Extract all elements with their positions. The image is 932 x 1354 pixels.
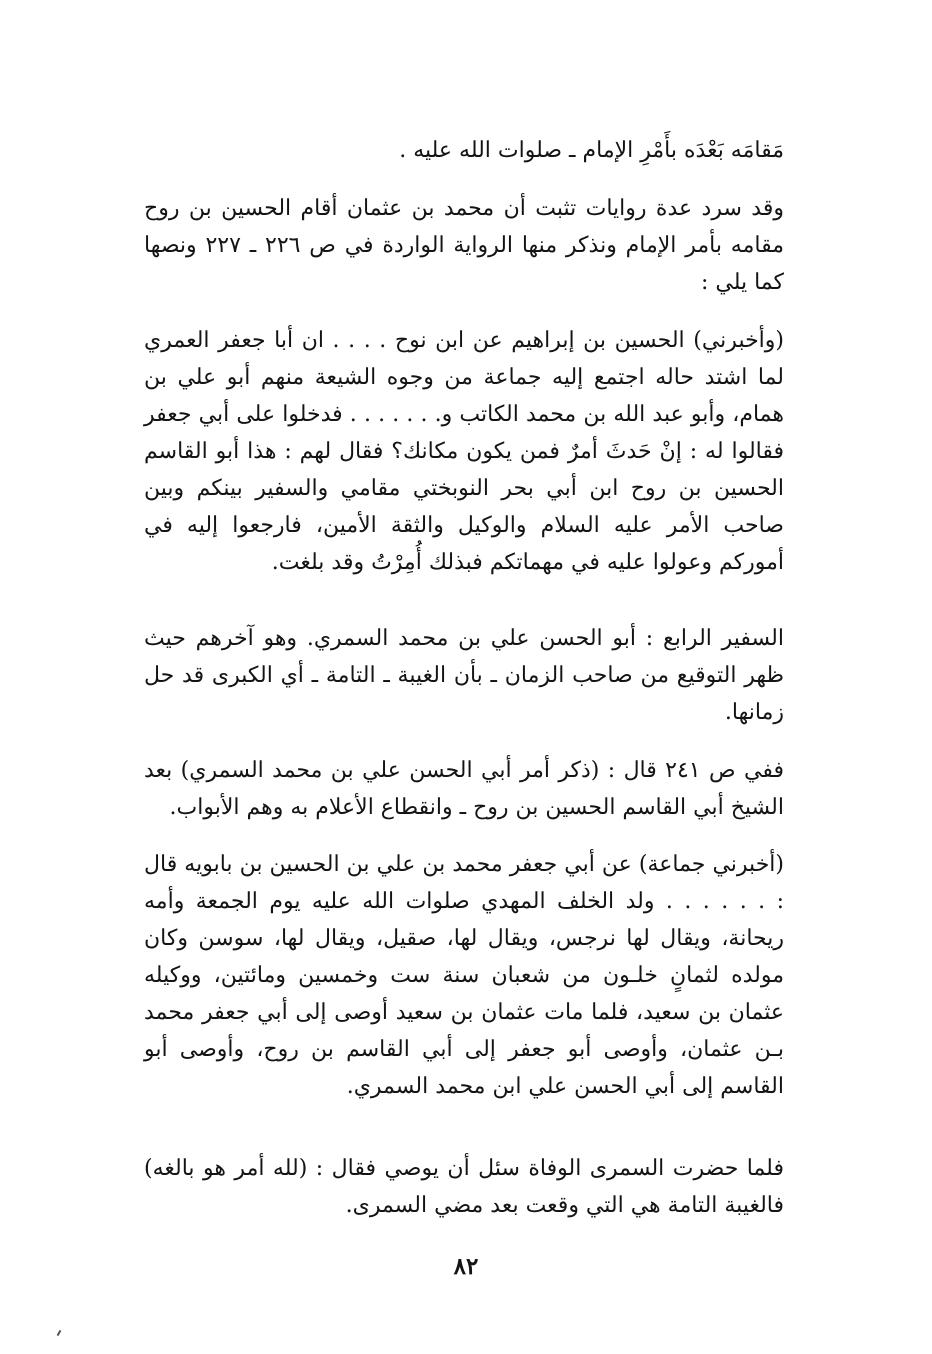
- paragraph-3: (وأخبرني) الحسين بن إبراهيم عن ابن نوح . . . . ان أبا جعفر العمري لما اشتد حاله اجتمع إليه جماعة من وجوه الشيعة منهم أبو علي بن همام، وأبو عبد الله بن محمد الكاتب و. . . . . . . فدخلوا على أبي جعفر فقالوا له : إنْ حَدثَ أمرٌ فمن يكون مكانك؟ فقال لهم : هذا أبو القاسم الحسين بن روح ابن أبي بحر النوبختي مقامي والسفير بينكم وبين صاحب الأمر عليه السلام والوكيل والثقة الأمين، فارجعوا إليه في أموركم وعولوا عليه في مهماتكم فبذلك أُمِرْتُ وقد بلغت.: [144, 328, 784, 575]
- paragraph-7: فلما حضرت السمرى الوفاة سئل أن يوصي فقال : (لله أمر هو بالغه) فالغيبة التامة هي التي وقعت بعد مضي السمرى.: [144, 1156, 784, 1218]
- page-number: ٨٢: [453, 1253, 479, 1280]
- paragraph-6: (أخبرني جماعة) عن أبي جعفر محمد بن علي بن الحسين بن بابويه قال : . . . . . . ولد الخلف المهدي صلوات الله عليه يوم الجمعة وأمه ريحانة، ويقال لها نرجس، ويقال لها، صقيل، ويقال لها، سوسن وكان مولده لثمانٍ خلـون من شعبان سنة ست وخمسين ومائتين، ووكيله عثمان بن سعيد، فلما مات عثمان بن سعيد أوصى إلى أبي جعفر محمد بـن عثمان، وأوصى أبو جعفر إلى أبي القاسم بن روح، وأوصى أبو القاسم إلى أبي الحسن علي ابن محمد السمري.: [144, 852, 784, 1099]
- paragraph-4: السفير الرابع : أبو الحسن علي بن محمد السمري. وهو آخرهم حيث ظهر التوقيع من صاحب الزمان ـ بأن الغيبة ـ التامة ـ أي الكبرى قد حل زمانها.: [144, 626, 784, 725]
- paragraph-5: ففي ص ٢٤١ قال : (ذكر أمر أبي الحسن علي بن محمد السمري) بعد الشيخ أبي القاسم الحسين بن روح ـ وانقطاع الأعلام به وهم الأبواب.: [144, 758, 784, 820]
- scan-speck: [57, 1330, 62, 1336]
- paragraph-2: وقد سرد عدة روايات تثبت أن محمد بن عثمان أقام الحسين بن روح مقامه بأمر الإمام ونذكر منها الرواية الواردة في ص ٢٢٦ ـ ٢٢٧ ونصها كما يلي :: [144, 196, 784, 295]
- paragraph-1: مَقامَه بَعْدَه بأَمْرِ الإمام ـ صلوات الله عليه .: [399, 138, 784, 163]
